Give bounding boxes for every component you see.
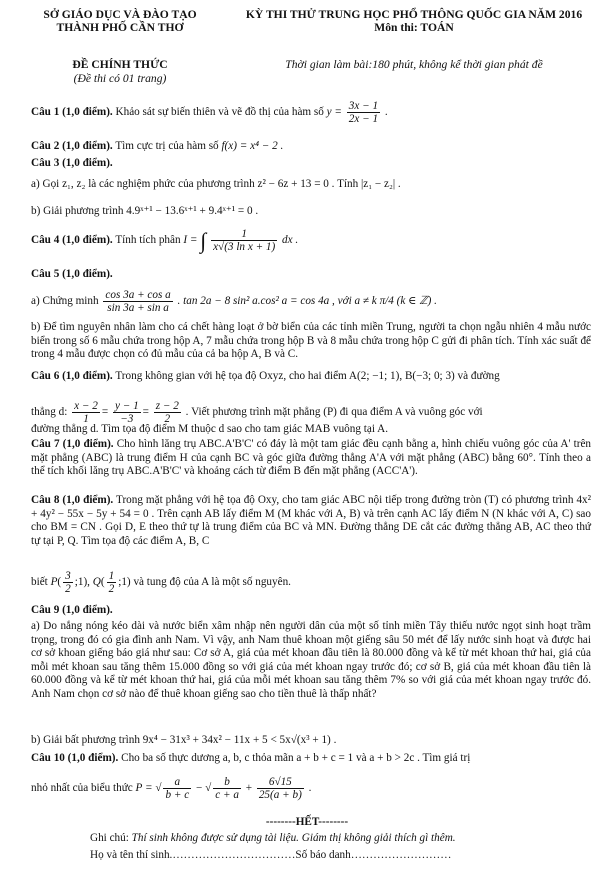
question-6-text2: . Viết phương trình mặt phẳng (P) đi qua điểm A và vuông góc với [185, 406, 483, 419]
official-stamp: ĐỀ CHÍNH THỨC [72, 58, 168, 71]
question-5-label: Câu 5 (1,0 điểm). [31, 268, 113, 280]
question-2 [31, 140, 283, 153]
question-8-last-prefix: biết [31, 576, 48, 589]
question-4-numerator: 1 [211, 228, 277, 241]
point-q-y: 1 [121, 576, 127, 589]
question-2-text: Tìm cực trị của hàm số [115, 140, 219, 152]
candidate-info-line: Họ và tên thí sinh.……………………………Số báo danh……………………… [90, 849, 452, 861]
question-6-line2: thẳng d: $\frac{x - 2}{1}$ = $\frac{y - 1}{-3}$ = $\frac{z - 2}{2}$ . Viết phương trình mặt phẳng (P) đi qua điểm A và vuông góc với [31, 400, 483, 425]
question-8-last-suffix: và tung độ của A là một số nguyên. [133, 576, 291, 589]
footer-note [90, 832, 456, 845]
footer-note-text: Thí sinh không được sử dụng tài liệu. Giám thị không giải thích gì thêm. [131, 832, 456, 844]
question-7 [31, 438, 591, 479]
term1-num: a [163, 776, 191, 789]
question-4-lhs: I = [183, 234, 198, 247]
question-7-label: Câu 7 (1,0 điểm). [31, 438, 114, 450]
question-6-text1: Trong không gian với hệ tọa độ Oxyz, cho hai điểm A(2; −1; 1), B(−3; 0; 3) và đường [115, 370, 500, 382]
question-10-line2-prefix: nhỏ nhất của biểu thức [31, 782, 133, 795]
term3-num: 6√15 [257, 776, 304, 789]
exam-title: KỲ THI THỬ TRUNG HỌC PHỔ THÔNG QUỐC GIA NĂM 2016 [245, 8, 583, 21]
question-8-last-line: biết P( $\frac{3}{2}$ ;1), Q( $\frac{1}{2}$ ;1) và tung độ của A là một số nguyên. [31, 570, 291, 595]
integral-sign: ∫ [200, 228, 207, 253]
question-1-numerator: 3x − 1 [348, 100, 379, 112]
time-note: Thời gian làm bài:180 phút, không kể thời gian phát đề [285, 58, 543, 71]
question-5a-numerator: cos 3a + cos a [105, 289, 171, 301]
question-4-denominator: x√(3 ln x + 1) [213, 241, 276, 253]
question-7-text: Cho hình lăng trụ ABC.A'B'C' có đáy là một tam giác đều cạnh bằng a, hình chiếu vuông góc của A' trên mặt phẳng (ABC) là trung điểm H của cạnh BC và góc giữa đường thẳng A'A với mặt phẳng (ABC) bằng 60°. Tính theo a thể tích khối lăng trụ ABC.A'B'C' và khoảng cách từ điểm B đến mặt phẳng (ACC'A'). [31, 438, 592, 478]
question-10-label: Câu 10 (1,0 điểm). [31, 752, 119, 764]
question-3b: b) Giải phương trình 4.9ˣ⁺¹ − 13.6ˣ⁺¹ + 9.4ˣ⁺¹ = 0 . [31, 205, 259, 217]
question-10-lhs: P = [135, 782, 153, 795]
question-8-text: Trong mặt phẳng với hệ tọa độ Oxy, cho tam giác ABC nội tiếp trong đường tròn (T) có phương trình 4x² + 4y² − 55x − 5y + 54 = 0 . Trên cạnh AB lấy điểm M (M khác với A, B) và trên cạnh AC lấy điểm N (N khác với A, C) sao cho BM = CN . Gọi D, E theo thứ tự là trung điểm của BC và MN. Đường thẳng DE cắt các đường thẳng AB, AC theo thứ tự tại P, Q. Tìm tọa độ các điểm A, B, C [31, 494, 591, 547]
question-9a: a) Do nắng nóng kéo dài và nước biển xâm nhập nên người dân của một số tỉnh miền Tây thiếu nước ngọt sinh hoạt trầm trọng, trong đó có gia đình anh Nam. Vì vậy, anh Nam thuê khoan một giếng sâu 50 mét để lấy nước sinh hoạt và được hai cơ sở khoan giếng báo giá như sau: Cơ sở A, giá của mét khoan đầu tiên là 80.000 đồng và kể từ mét khoan thứ hai, giá của mỗi mét khoan sau tăng thêm 15.000 đồng so với giá của mét khoan ngay trước đó; cơ sở B, giá của mét khoan đầu tiên là 60.000 đồng và kể từ mét khoan thứ hai, giá của mỗi mét khoan sau tăng thêm 7% so với giá của mét khoan ngay trước đó. Anh Nam chọn cơ sở nào để thuê khoan giếng sao cho tiền thuê là thấp nhất? [31, 620, 591, 700]
question-1-text: Khảo sát sự biến thiên và vẽ đồ thị của hàm số [115, 106, 324, 119]
question-1-func: y = [326, 106, 342, 119]
question-8 [31, 494, 591, 548]
point-q-x-den: 2 [108, 583, 115, 595]
question-10-text: Cho ba số thực dương a, b, c thỏa mãn a + b + c = 1 và a + b > 2c . Tìm giá trị [121, 752, 471, 764]
question-6-fraction-z-den: 2 [164, 413, 171, 425]
question-1: Câu 1 (1,0 điểm). Khảo sát sự biến thiên và vẽ đồ thị của hàm số y = $\frac{3x - 1}{2x - 1}$ . [31, 100, 388, 125]
question-6-fraction-y-den: −3 [120, 413, 134, 425]
point-p-x-num: 3 [65, 570, 71, 582]
question-3-label: Câu 3 (1,0 điểm). [31, 157, 113, 169]
point-p-y: 1 [77, 576, 84, 589]
question-6-fraction-z-num: z − 2 [155, 400, 179, 412]
question-2-label: Câu 2 (1,0 điểm). [31, 140, 113, 152]
term1-den: b + c [165, 789, 190, 801]
question-6-text3: đường thẳng d. Tìm tọa độ điểm M thuộc d sao cho tam giác MAB vuông tại A. [31, 423, 388, 435]
point-p-x-den: 2 [65, 583, 71, 595]
point-q-name: Q [92, 576, 101, 589]
question-6-fraction-x-den: 1 [83, 413, 89, 425]
footer-note-label: Ghi chú: [90, 832, 129, 844]
question-5a-rest: . tan 2a − 8 sin² a.cos² a = cos 4a , với a ≠ k π/4 (k ∈ ℤ) . [177, 295, 437, 308]
city-name: THÀNH PHỐ CẦN THƠ [56, 21, 184, 34]
term2-den: c + a [215, 789, 239, 801]
department-name: SỞ GIÁO DỤC VÀ ĐÀO TẠO [43, 8, 197, 21]
term3-den: 25(a + b) [258, 789, 302, 801]
question-9b: b) Giải bất phương trình 9x⁴ − 31x³ + 34x² − 11x + 5 < 5x√(x³ + 1) . [31, 734, 337, 746]
question-6-label: Câu 6 (1,0 điểm). [31, 370, 113, 382]
question-5a-denominator: sin 3a + sin a [107, 302, 169, 314]
question-4-tail: dx . [282, 234, 299, 247]
question-9-label: Câu 9 (1,0 điểm). [31, 604, 113, 616]
question-4 [31, 228, 298, 253]
question-1-label: Câu 1 (1,0 điểm). [31, 106, 113, 119]
question-2-func: f(x) = x⁴ − 2 . [221, 140, 284, 152]
point-p-name: P [50, 576, 58, 589]
question-5b: b) Để tìm nguyên nhân làm cho cá chết hàng loạt ở bờ biển của các tỉnh miền Trung, người ta chọn ngẫu nhiên 4 mẫu nước biển trong số 6 mẫu chứa trong hộp A, 7 mẫu chứa trong hộp B và 8 mẫu chứa trong hộp C gửi đi phân tích. Tính xác suất để trong 4 mẫu được chọn có đủ mẫu của cả ba hộp A, B và C. [31, 321, 592, 361]
question-8-label: Câu 8 (1,0 điểm). [31, 494, 114, 506]
question-5a [31, 289, 437, 314]
end-marker: --------HẾT-------- [265, 816, 349, 828]
question-6-fraction-y-num: y − 1 [114, 400, 139, 412]
question-5a-prefix: a) Chứng minh [31, 295, 99, 308]
question-4-text: Tính tích phân [115, 234, 181, 247]
exam-subject: Môn thi: TOÁN [374, 21, 454, 34]
question-1-denominator: 2x − 1 [348, 113, 379, 125]
question-10-line1 [31, 752, 591, 766]
question-4-label: Câu 4 (1,0 điểm). [31, 234, 113, 247]
question-6-line-prefix: thẳng d: [31, 406, 68, 419]
question-6-line1 [31, 370, 591, 384]
term2-num: b [213, 776, 241, 789]
pages-note: (Đề thi có 01 trang) [73, 72, 167, 85]
question-6-fraction-x-num: x − 2 [74, 400, 98, 412]
question-3a: a) Gọi z₁, z₂ là các nghiệm phức của phương trình z² − 6z + 13 = 0 . Tính |z₁ − z₂| . [31, 178, 401, 190]
point-q-x-num: 1 [108, 570, 115, 582]
question-10-line2: nhỏ nhất của biểu thức P = √ $\frac{a}{b + c}$ − √ $\frac{b}{c + a}$ + $\frac{6√15}{25(a + b)}$ . [31, 776, 312, 801]
